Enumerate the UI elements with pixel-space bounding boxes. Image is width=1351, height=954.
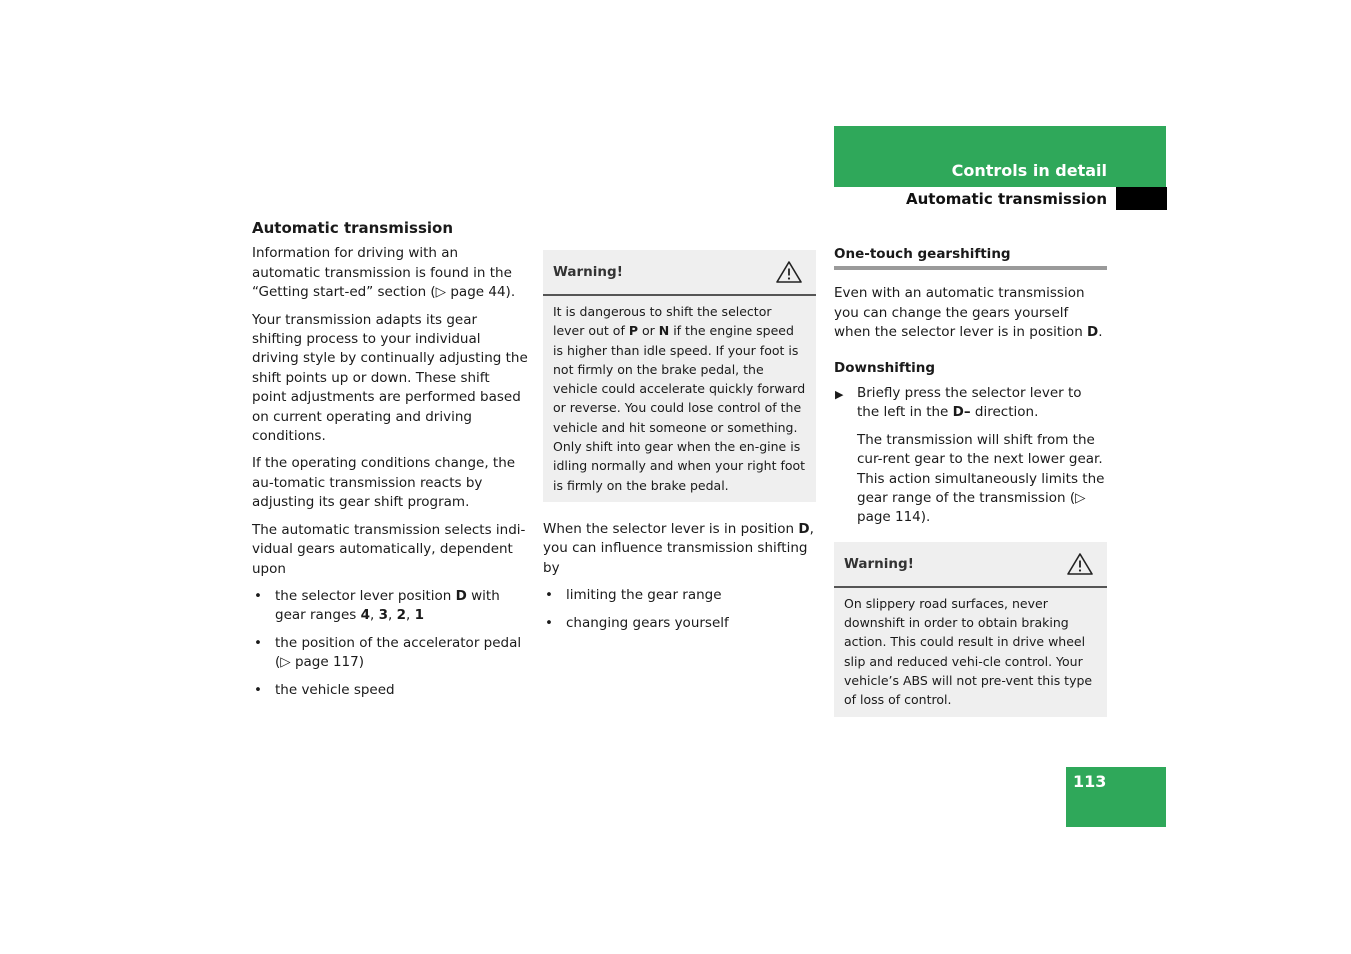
section-title: Automatic transmission: [906, 190, 1107, 208]
adaptive-paragraph: Your transmission adapts its gear shifting process to your individual driving style by continually adjusting the shift points up or down. These shift point adjustments are performed based on current operating and driving conditions.: [252, 311, 528, 445]
chapter-header-bar: [834, 126, 1166, 187]
downshifting-heading: Downshifting: [834, 359, 936, 376]
instruction-step: ▶ Briefly press the selector lever to the left in the D– direction.: [835, 385, 1082, 421]
conditions-paragraph: If the operating conditions change, the au-tomatic transmission reacts by adjusting its gear shift program.: [252, 455, 516, 511]
column-middle: [543, 250, 816, 641]
column-left: [252, 219, 528, 708]
list-item: • the vehicle speed: [252, 681, 528, 700]
intro-paragraph: Information for driving with an automatic transmission is found in the “Getting start-ed” section (▷ page 44).: [252, 245, 516, 301]
list-item: • the selector lever position D with gear ranges 4, 3, 2, 1: [252, 587, 528, 626]
one-touch-heading: One-touch gearshifting: [834, 246, 1011, 262]
page-number: 113: [1073, 772, 1107, 791]
warning-triangle-icon: [1067, 552, 1093, 576]
warning-box: [543, 250, 816, 502]
warning-box: [834, 542, 1107, 717]
column-right: [834, 245, 1107, 725]
warning-title: Warning!: [844, 555, 914, 572]
list-item: • the position of the accelerator pedal (▷ page 117): [252, 634, 528, 673]
warning-header: [834, 542, 1107, 588]
selection-factors-list: [252, 587, 528, 700]
arrow-right-icon: ▶: [835, 388, 844, 402]
warning-text: It is dangerous to shift the selector lever out of P or N if the engine speed is higher than idle speed. If your foot is not firmly on the brake pedal, the vehicle could accelerate quickly forward or reverse. You could lose control of the vehicle and hit someone or something. Only shift into gear when the en-gine is idling normally and when your right foot is firmly on the brake pedal.: [553, 304, 806, 493]
influence-paragraph: When the selector lever is in position D, you can influence transmission shifting by: [543, 520, 814, 576]
main-heading: Automatic transmission: [252, 219, 453, 237]
warning-triangle-icon: [776, 260, 802, 284]
influence-list: [543, 586, 816, 633]
selection-paragraph: The automatic transmission selects indi-vidual gears automatically, dependent upon: [252, 521, 526, 577]
list-item: • limiting the gear range: [543, 586, 816, 605]
warning-text: On slippery road surfaces, never downshift in order to obtain braking action. This could result in drive wheel slip and reduced vehi-cle control. Your vehicle’s ABS will not pre-vent this type of loss of control.: [844, 595, 1093, 708]
page-number-box: [1066, 767, 1166, 827]
list-item: • changing gears yourself: [543, 614, 816, 633]
one-touch-paragraph: Even with an automatic transmission you can change the gears yourself when the selector lever is in position D.: [834, 285, 1103, 341]
chapter-title: Controls in detail: [951, 161, 1107, 180]
step-result-text: The transmission will shift from the cur-rent gear to the next lower gear. This action simultaneously limits the gear range of the transmission (▷ page 114).: [857, 431, 1105, 526]
warning-title: Warning!: [553, 264, 623, 280]
heading-rule: [834, 266, 1107, 270]
section-tab-marker: [1116, 187, 1167, 210]
warning-header: [543, 250, 816, 296]
